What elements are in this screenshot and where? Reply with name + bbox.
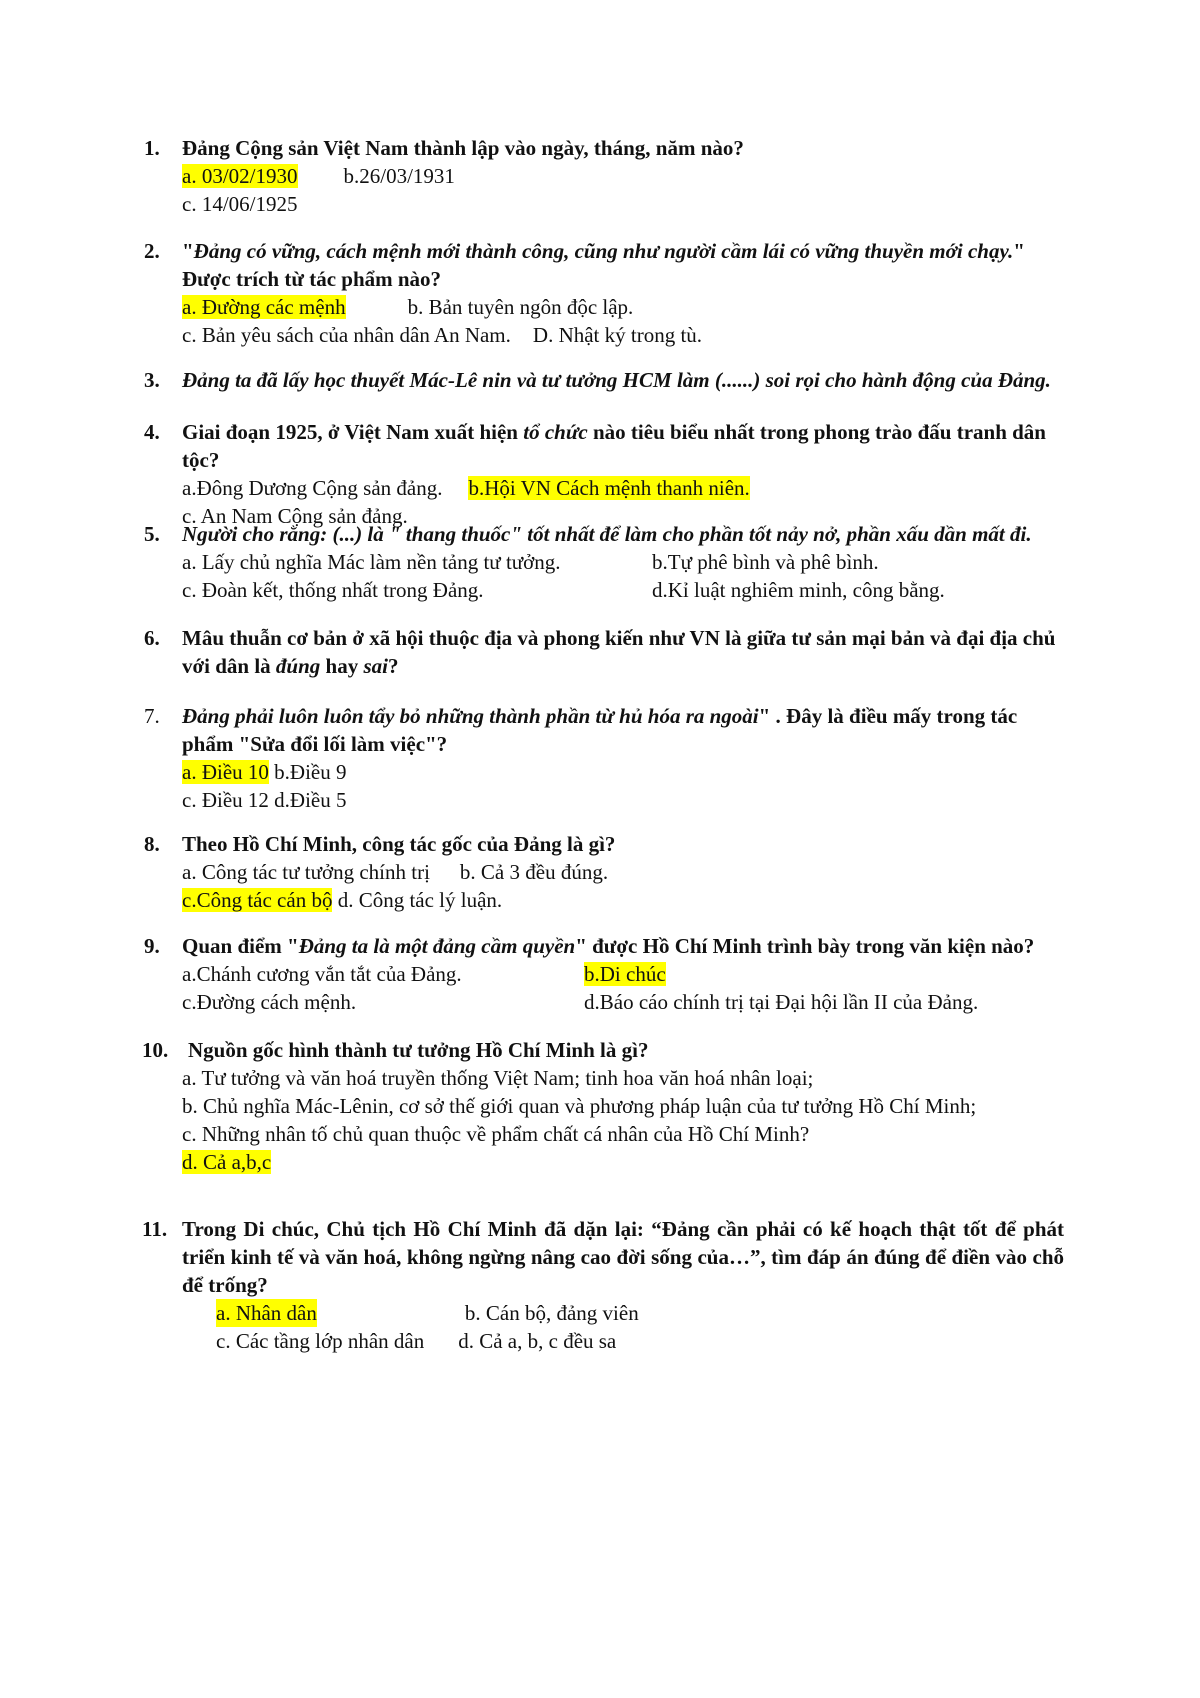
- answer-c: c. 14/06/1925: [182, 192, 298, 216]
- stem-part: Quan điểm ": [182, 934, 299, 958]
- question-stem: Trong Di chúc, Chủ tịch Hồ Chí Minh đã dặn lại: “Đảng cần phải có kế hoạch thật tốt để phát triển kinh tế và văn hoá, không ngừng nâng cao đời sống của…”, tìm đáp án đúng để điền vào chỗ để trống?: [182, 1217, 1064, 1297]
- question-number: 8.: [144, 832, 160, 856]
- answer-c-highlighted: c.Công tác cán bộ: [182, 888, 333, 912]
- answer-c: c. Điều 12: [182, 788, 269, 812]
- question-number: 11.: [142, 1217, 168, 1241]
- answer-c: c.Đường cách mệnh.: [182, 990, 357, 1014]
- answer-a-highlighted: a. Điều 10: [182, 760, 269, 784]
- answer-a-highlighted: a. 03/02/1930: [182, 164, 298, 188]
- answer-c: c. Đoàn kết, thống nhất trong Đảng.: [182, 578, 484, 602]
- question-stem: Theo Hồ Chí Minh, công tác gốc của Đảng là gì?: [182, 832, 616, 856]
- stem-quote-text: Đảng phải luôn luôn tẩy bỏ những thành phần từ hủ hóa ra ngoài: [182, 704, 759, 728]
- answer-d: d. Công tác lý luận.: [337, 888, 503, 912]
- answer-b: b.Điều 9: [274, 760, 347, 784]
- answer-d-highlighted: d. Cả a,b,c: [182, 1150, 272, 1174]
- stem-part: " được Hồ Chí Minh trình bày trong văn kiện nào?: [575, 934, 1035, 958]
- answer-a: a. Tư tưởng và văn hoá truyền thống Việt Nam; tinh hoa văn hoá nhân loại;: [182, 1066, 814, 1090]
- question-number: 1.: [144, 136, 160, 160]
- stem-part: hay: [320, 654, 364, 678]
- answer-d: D. Nhật ký trong tù.: [532, 323, 703, 347]
- answer-d: d.Điều 5: [274, 788, 347, 812]
- question-7: [144, 702, 1064, 814]
- question-10: [144, 1036, 1064, 1176]
- stem-quote-text: Đảng có vững, cách mệnh mới thành công, cũng như người cầm lái có vững thuyền mới chạy.: [193, 239, 1014, 263]
- question-stem: Người cho rằng: (...) là " thang thuốc" tốt nhất để làm cho phần tốt nảy nở, phần xấu dần mất đi.: [182, 522, 1032, 546]
- answer-a: a.Chánh cương vắn tắt của Đảng.: [182, 962, 462, 986]
- answer-b: b. Cán bộ, đảng viên: [464, 1301, 639, 1325]
- stem-tail: " Được trích từ tác phẩm nào?: [182, 239, 1025, 291]
- stem-part: nào tiêu biểu nhất trong phong trào đấu tranh dân tộc?: [182, 420, 1046, 472]
- question-number: 10.: [142, 1038, 169, 1062]
- question-stem: Nguồn gốc hình thành tư tưởng Hồ Chí Minh là gì?: [188, 1038, 649, 1062]
- stem-emphasis: tổ chức: [523, 420, 588, 444]
- answer-b-highlighted: b.Di chúc: [584, 962, 666, 986]
- answer-c: c. An Nam Cộng sản đảng.: [182, 504, 408, 528]
- answer-c: c. Các tầng lớp nhân dân: [216, 1329, 425, 1353]
- question-6: [144, 624, 1064, 680]
- question-stem: Đảng ta đã lấy học thuyết Mác-Lê nin và tư tưởng HCM làm (......) soi rọi cho hành động của Đảng.: [182, 368, 1051, 392]
- stem-emphasis: sai: [363, 654, 388, 678]
- question-number: 9.: [144, 934, 160, 958]
- stem-tail: " . Đây là điều mấy trong tác phẩm "Sửa đổi lối làm việc"?: [182, 704, 1018, 756]
- question-9: [144, 932, 1064, 1016]
- answer-b: b.Tự phê bình và phê bình.: [652, 550, 879, 574]
- stem-part: Mâu thuẫn cơ bản ở xã hội thuộc địa và phong kiến như VN là giữa tư sản mại bản và đại địa chủ với dân là: [182, 626, 1056, 678]
- question-3: [144, 366, 1064, 394]
- question-8: [144, 830, 1064, 914]
- question-number: 4.: [144, 420, 160, 444]
- stem-part: Giai đoạn 1925, ở Việt Nam xuất hiện: [182, 420, 524, 444]
- question-5: [144, 520, 1064, 604]
- answer-d: d. Cả a, b, c đều sa: [458, 1329, 617, 1353]
- answer-a: a. Công tác tư tưởng chính trị: [182, 860, 430, 884]
- answer-c: c. Những nhân tố chủ quan thuộc về phẩm chất cá nhân của Hồ Chí Minh?: [182, 1122, 810, 1146]
- stem-quote: ": [182, 239, 194, 263]
- answer-b-highlighted: b.Hội VN Cách mệnh thanh niên.: [468, 476, 750, 500]
- question-stem: Đảng Cộng sản Việt Nam thành lập vào ngày, tháng, năm nào?: [182, 136, 744, 160]
- question-number: 6.: [144, 626, 160, 650]
- stem-part: ?: [387, 654, 399, 678]
- question-number: 7.: [144, 704, 160, 728]
- answer-c: c. Bản yêu sách của nhân dân An Nam.: [182, 323, 511, 347]
- answer-a: a.Đông Dương Cộng sản đảng.: [182, 476, 443, 500]
- answer-a-highlighted: a. Đường các mệnh: [182, 295, 346, 319]
- question-number: 2.: [144, 239, 160, 263]
- answer-b: b. Chủ nghĩa Mác-Lênin, cơ sở thế giới quan và phương pháp luận của tư tưởng Hồ Chí Minh;: [182, 1094, 977, 1118]
- stem-emphasis: Đảng ta là một đảng cầm quyền: [298, 934, 576, 958]
- question-number: 3.: [144, 368, 160, 392]
- question-4: [144, 418, 1064, 530]
- answer-b: b. Bản tuyên ngôn độc lập.: [407, 295, 634, 319]
- answer-b: b. Cả 3 đều đúng.: [459, 860, 609, 884]
- answer-d: d.Báo cáo chính trị tại Đại hội lần II của Đảng.: [584, 990, 979, 1014]
- question-11: [144, 1215, 1064, 1355]
- question-2: [144, 237, 1064, 349]
- answer-d: d.Kỉ luật nghiêm minh, công bằng.: [652, 578, 945, 602]
- stem-emphasis: đúng: [275, 654, 321, 678]
- answer-a: a. Lấy chủ nghĩa Mác làm nền tảng tư tưởng.: [182, 550, 561, 574]
- question-number: 5.: [144, 522, 160, 546]
- question-1: [144, 134, 1064, 218]
- answer-a-highlighted: a. Nhân dân: [216, 1301, 317, 1325]
- answer-b: b.26/03/1931: [343, 164, 455, 188]
